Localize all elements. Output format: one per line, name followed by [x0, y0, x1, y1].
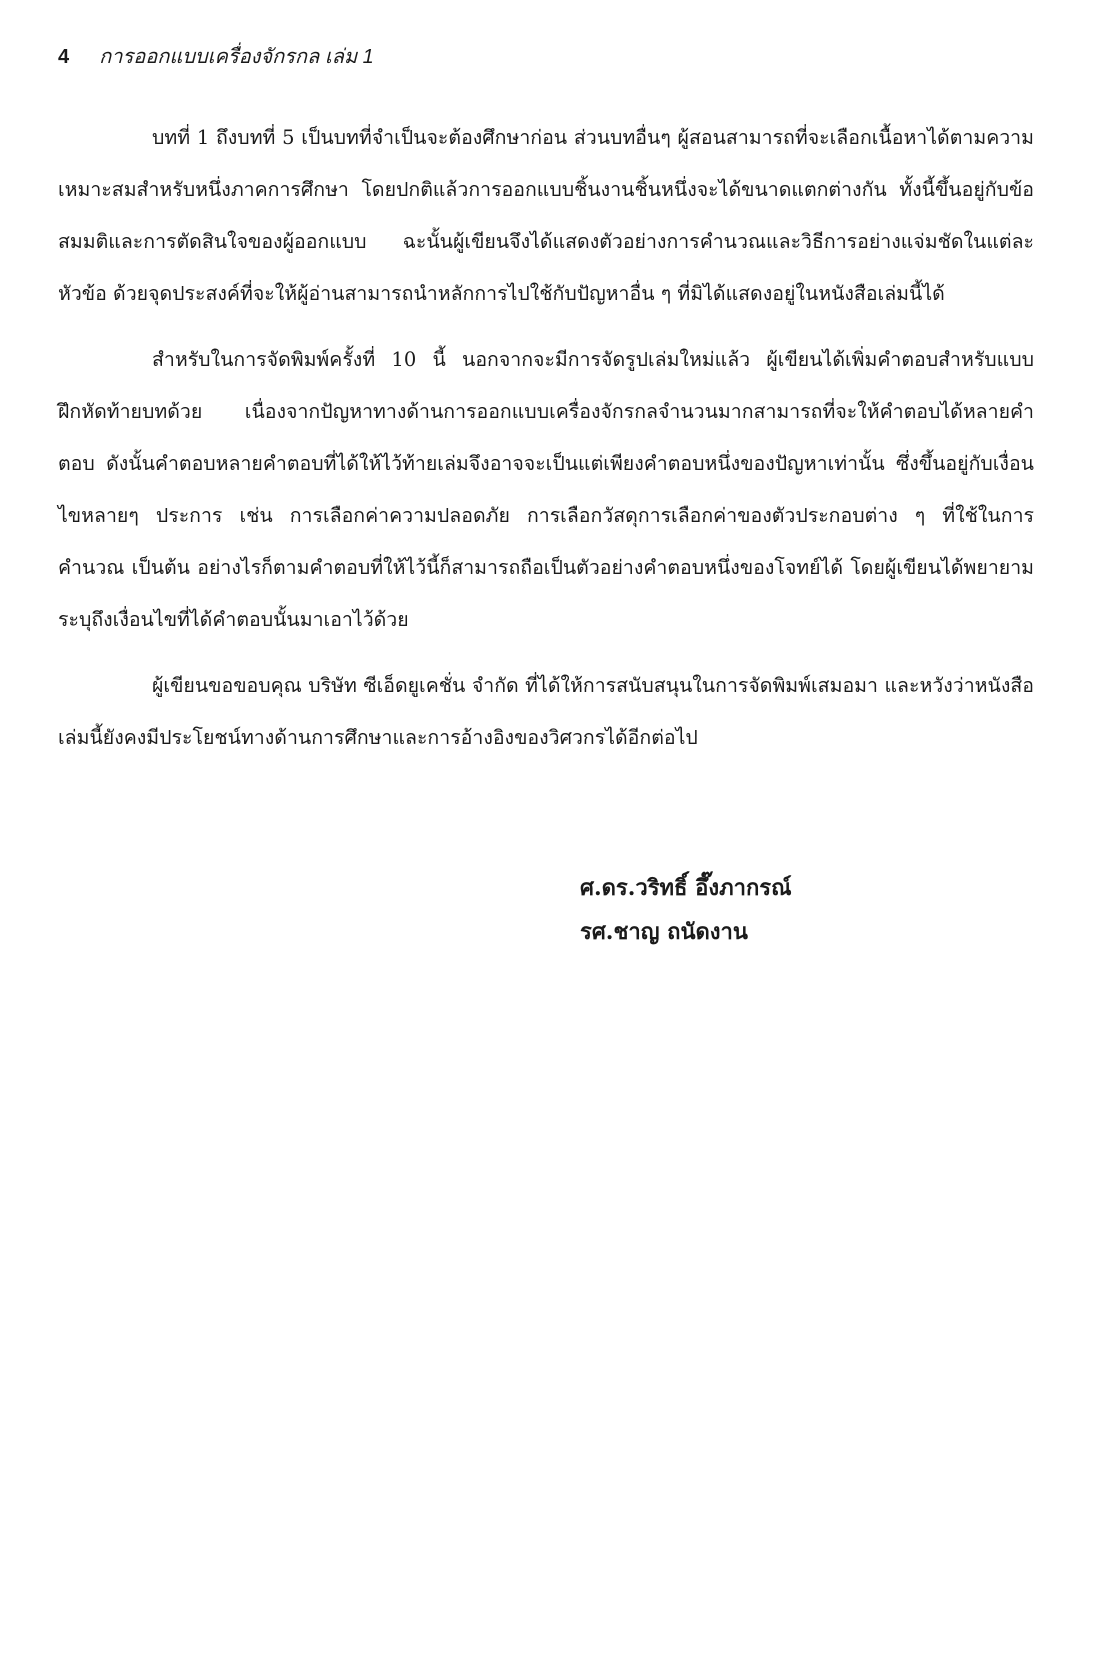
author-signature-block — [580, 866, 792, 954]
author-name-2: รศ.ชาญ ถนัดงาน — [580, 919, 748, 945]
preface-body — [58, 112, 1034, 778]
paragraph-tenth-edition: สำหรับในการจัดพิมพ์ครั้งที่ 10 นี้ นอกจากจะมีการจัดรูปเล่มใหม่แล้ว ผู้เขียนได้เพิ่มคำตอบสำหรับแบบฝึกหัดท้ายบทด้วย เนื่องจากปัญหาทางด้านการออกแบบเครื่องจักรกลจำนวนมากสามารถที่จะให้คำตอบได้หลายคำตอบ ดังนั้นคำตอบหลายคำตอบที่ได้ให้ไว้ท้ายเล่มจึงอาจจะเป็นแต่เพียงคำตอบหนึ่งของปัญหาเท่านั้น ซึ่งขึ้นอยู่กับเงื่อนไขหลายๆ ประการ เช่น การเลือกค่าความปลอดภัย การเลือกวัสดุการเลือกค่าของตัวประกอบต่าง ๆ ที่ใช้ในการคำนวณ เป็นต้น อย่างไรก็ตามคำตอบที่ให้ไว้นี้ก็สามารถถือเป็นตัวอย่างคำตอบหนึ่งของโจทย์ได้ โดยผู้เขียนได้พยายามระบุถึงเงื่อนไขที่ได้คำตอบนั้นมาเอาไว้ด้วย — [58, 348, 1034, 631]
paragraph-chapters: บทที่ 1 ถึงบทที่ 5 เป็นบทที่จำเป็นจะต้องศึกษาก่อน ส่วนบทอื่นๆ ผู้สอนสามารถที่จะเลือกเนื้อหาได้ตามความเหมาะสมสำหรับหนึ่งภาคการศึกษา โดยปกติแล้วการออกแบบชิ้นงานชิ้นหนึ่งจะได้ขนาดแตกต่างกัน ทั้งนี้ขึ้นอยู่กับข้อสมมติและการตัดสินใจของผู้ออกแบบ ฉะนั้นผู้เขียนจึงได้แสดงตัวอย่างการคำนวณและวิธีการอย่างแจ่มชัดในแต่ละหัวข้อ ด้วยจุดประสงค์ที่จะให้ผู้อ่านสามารถนำหลักการไปใช้กับปัญหาอื่น ๆ ที่มิได้แสดงอยู่ในหนังสือเล่มนี้ได้ — [58, 126, 1034, 305]
book-title: การออกแบบเครื่องจักรกล เล่ม 1 — [99, 46, 374, 68]
running-header — [58, 40, 374, 72]
page-number: 4 — [58, 46, 70, 68]
paragraph-acknowledgement: ผู้เขียนขอขอบคุณ บริษัท ซีเอ็ดยูเคชั่น จำกัด ที่ได้ให้การสนับสนุนในการจัดพิมพ์เสมอมา และหวังว่าหนังสือเล่มนี้ยังคงมีประโยชน์ทางด้านการศึกษาและการอ้างอิงของวิศวกรได้อีกต่อไป — [58, 674, 1034, 749]
author-name-1: ศ.ดร.วริทธิ์ อึ๊งภากรณ์ — [580, 875, 792, 901]
